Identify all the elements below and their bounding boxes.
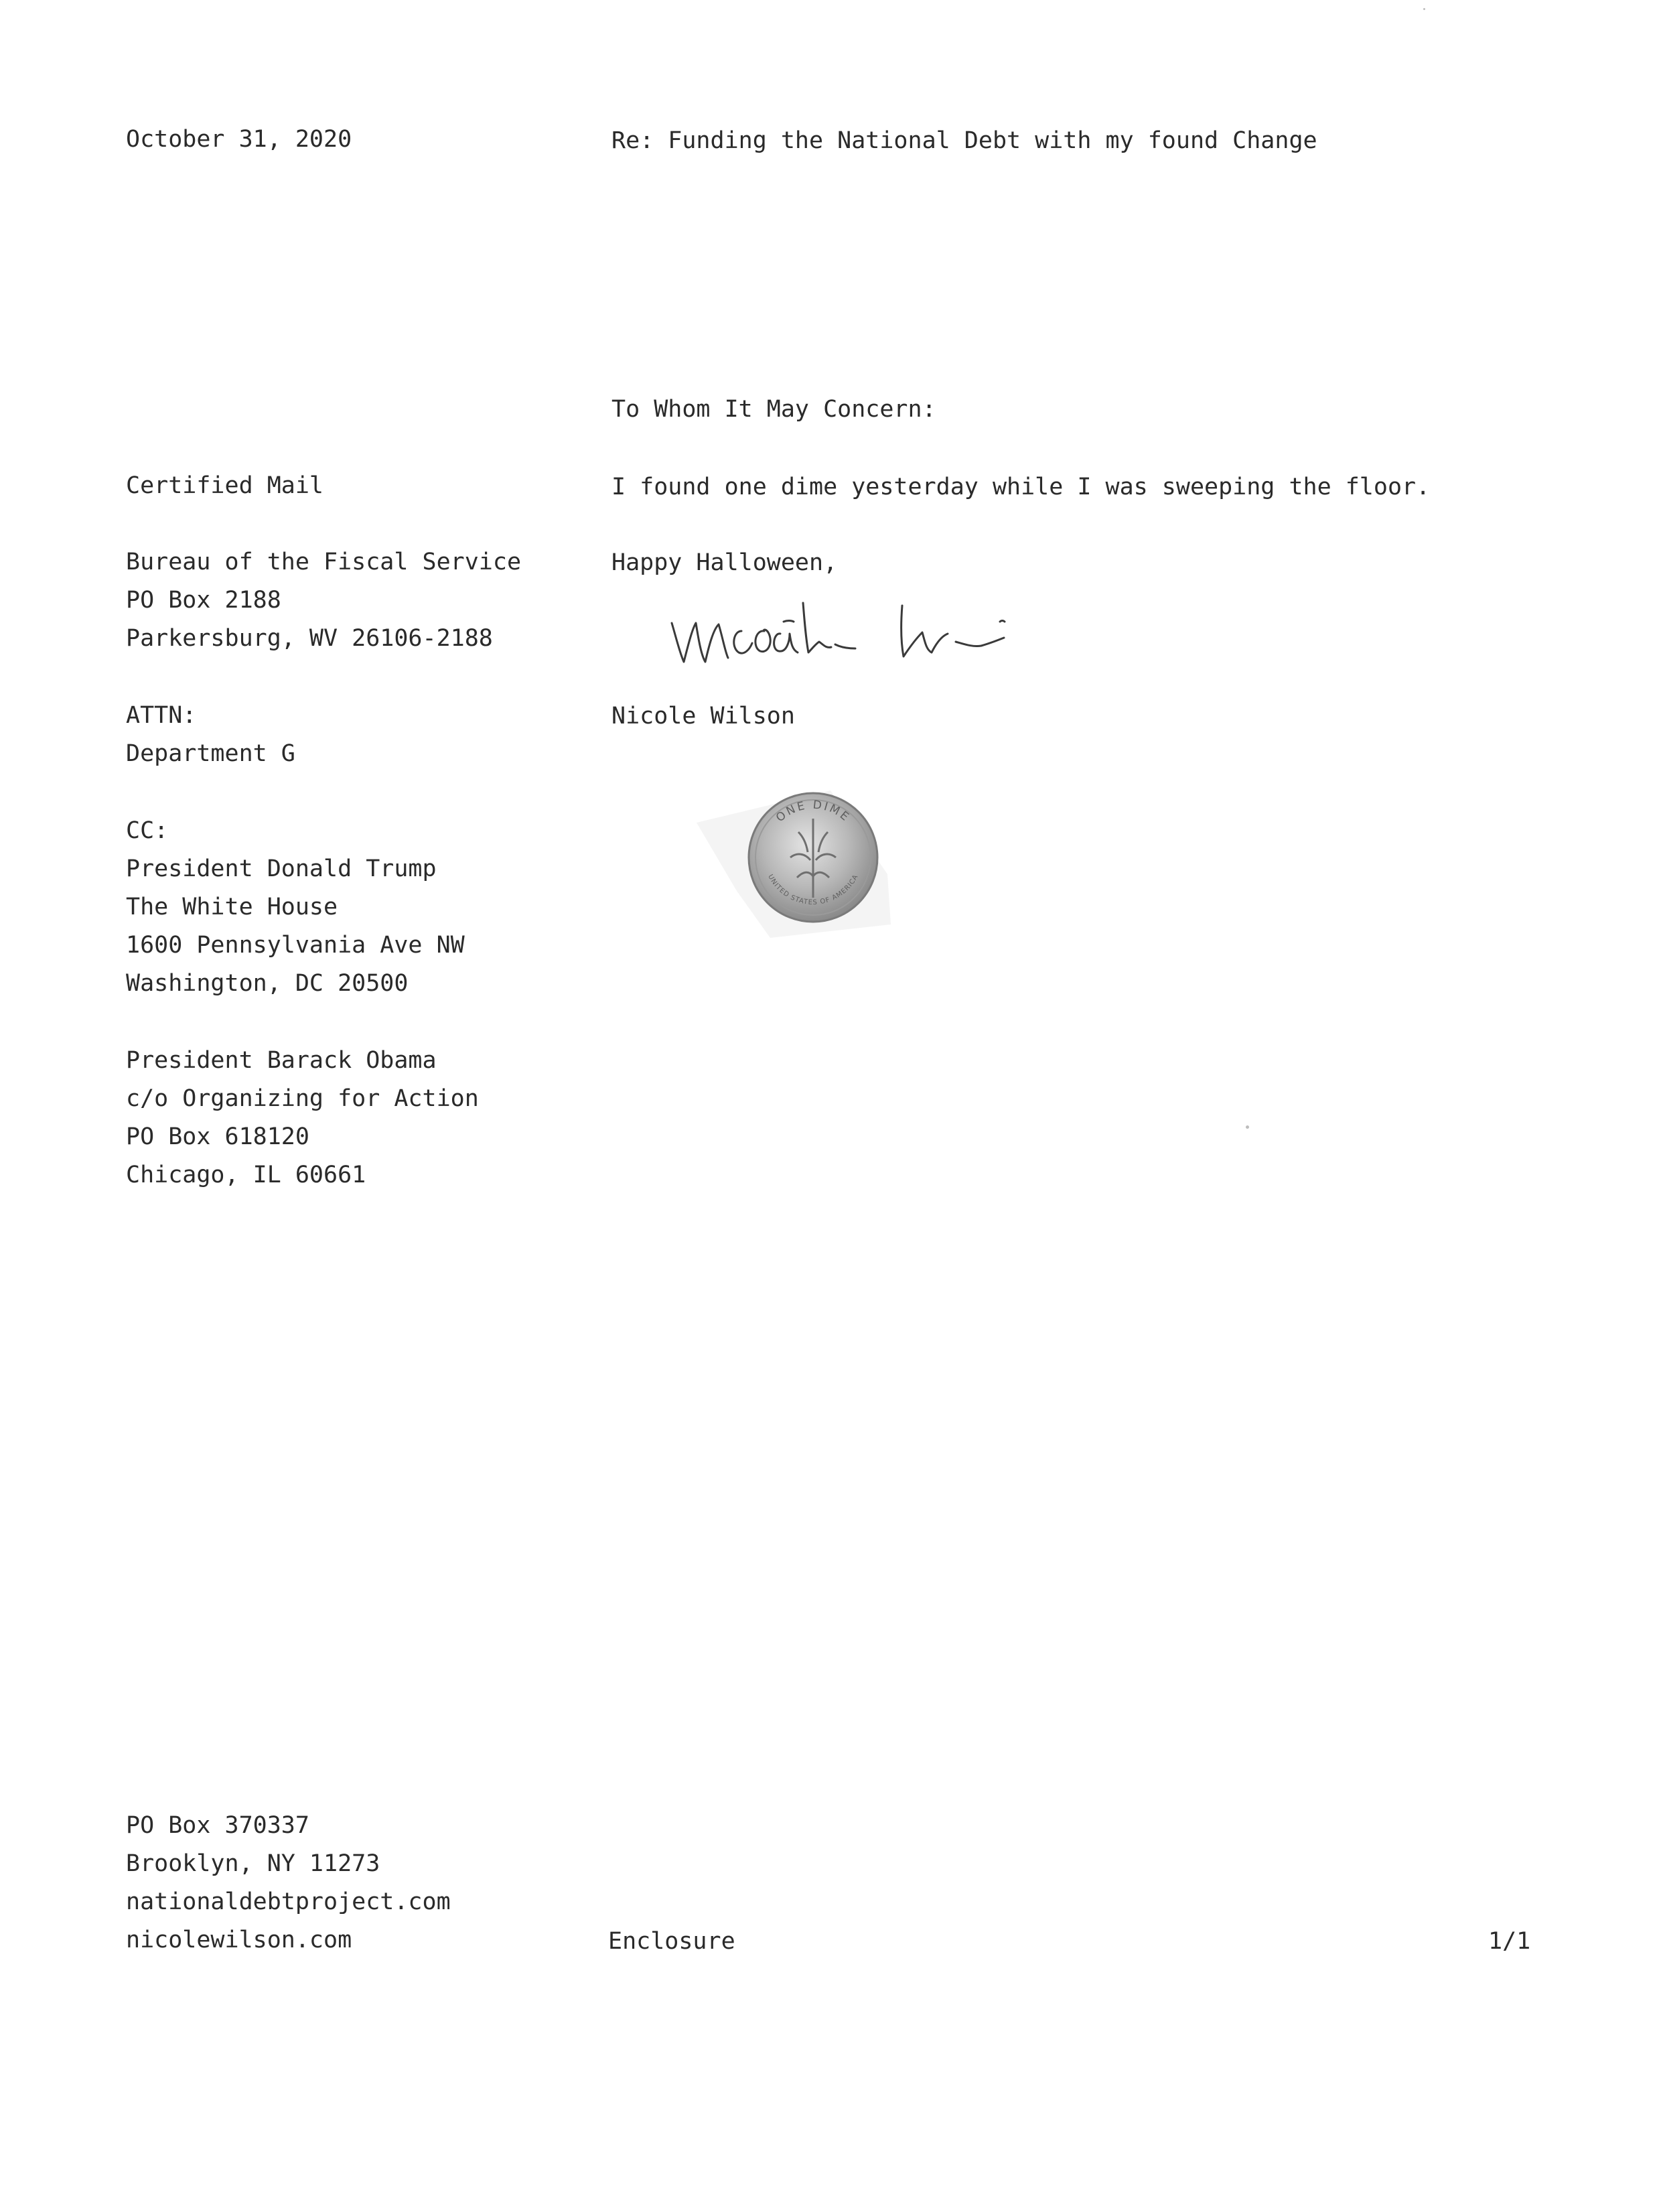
cc-trump-line2: 1600 Pennsylvania Ave NW (126, 932, 465, 959)
sender-po-box: PO Box 370337 (126, 1812, 309, 1839)
cc-obama-block (126, 1042, 479, 1194)
salutation (611, 391, 936, 429)
closing-text: Happy Halloween, (611, 549, 838, 576)
cc-obama-line2: PO Box 618120 (126, 1123, 309, 1150)
letter-date (126, 121, 352, 159)
salutation-text: To Whom It May Concern: (611, 396, 936, 423)
sender-website-1: nationaldebtproject.com (126, 1888, 451, 1915)
page-number (1488, 1923, 1530, 1961)
cc-obama-name: President Barack Obama (126, 1047, 437, 1074)
delivery-method (126, 467, 323, 505)
attention-value: Department G (126, 740, 295, 767)
recipient-po-box: PO Box 2188 (126, 587, 281, 614)
attention-label: ATTN: (126, 702, 197, 729)
signer-name-text: Nicole Wilson (611, 703, 795, 730)
scan-speck (1423, 8, 1425, 10)
sender-address (126, 1807, 451, 1959)
coin-bottom-lettering: UNITED STATES OF AMERICA (766, 873, 860, 907)
handwritten-signature (666, 583, 1028, 677)
subject-text: Re: Funding the National Debt with my found Change (611, 127, 1317, 154)
recipient-name: Bureau of the Fiscal Service (126, 549, 522, 575)
signer-name (611, 697, 795, 736)
cc-obama-line3: Chicago, IL 60661 (126, 1162, 366, 1188)
date-text: October 31, 2020 (126, 126, 352, 153)
recipient-city: Parkersburg, WV 26106-2188 (126, 625, 493, 652)
cc-obama-line1: c/o Organizing for Action (126, 1085, 479, 1112)
cc-block (126, 812, 465, 1003)
page-number-text: 1/1 (1488, 1928, 1531, 1955)
scan-speck (1246, 1125, 1249, 1129)
letter-body (611, 468, 1430, 506)
recipient-address (126, 543, 521, 658)
sender-website-2: nicolewilson.com (126, 1927, 352, 1953)
coin-top-lettering: ONE DIME (773, 798, 853, 825)
dime-coin-image (690, 770, 918, 958)
closing (611, 544, 837, 582)
enclosure-note (608, 1923, 735, 1961)
cc-trump-name: President Donald Trump (126, 855, 437, 882)
attention-block (126, 697, 295, 773)
cc-label: CC: (126, 817, 169, 844)
body-text: I found one dime yesterday while I was sweeping the floor. (611, 474, 1431, 500)
cc-trump-line3: Washington, DC 20500 (126, 970, 409, 997)
enclosure-text: Enclosure (608, 1928, 735, 1955)
sender-city: Brooklyn, NY 11273 (126, 1850, 380, 1877)
delivery-method-text: Certified Mail (126, 472, 324, 499)
cc-trump-line1: The White House (126, 894, 338, 920)
letter-subject (611, 122, 1317, 160)
